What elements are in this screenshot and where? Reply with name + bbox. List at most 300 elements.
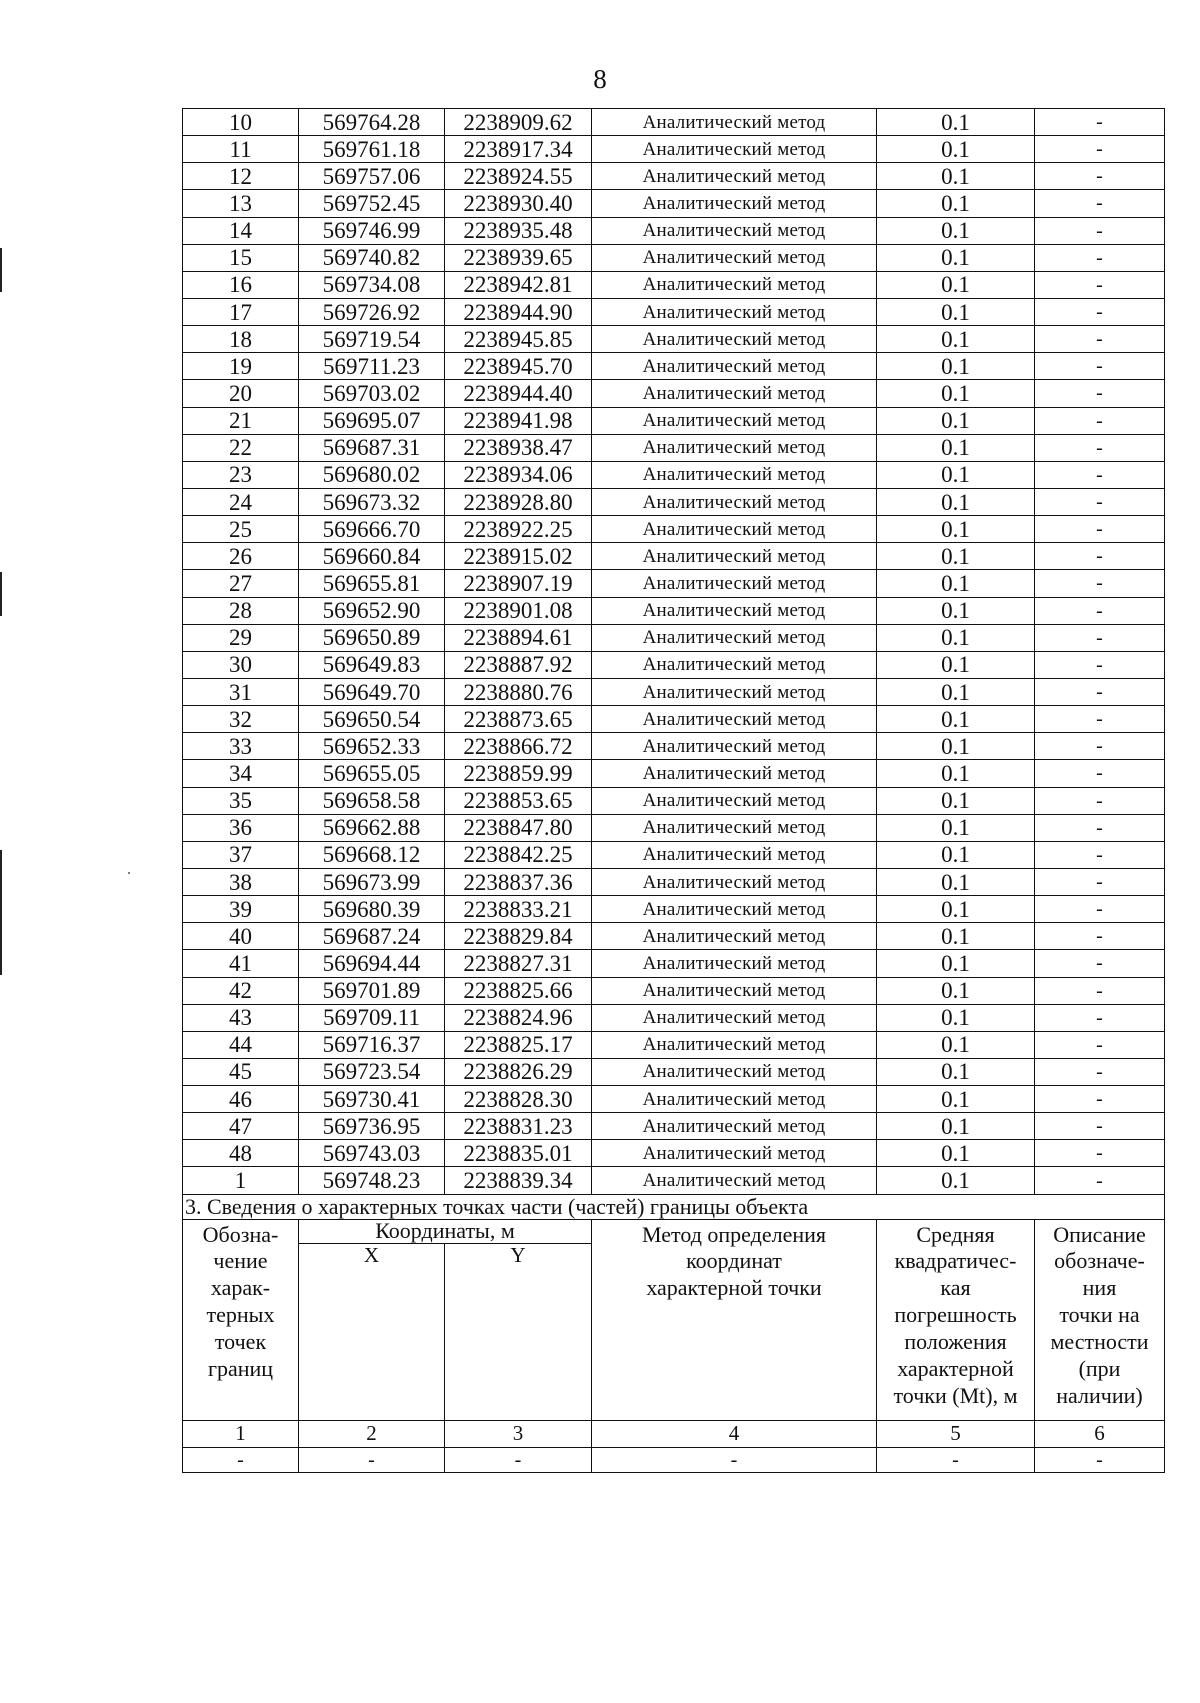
method-cell: Аналитический метод (592, 733, 877, 760)
point-number-cell: 12 (183, 163, 299, 190)
method-cell: Аналитический метод (592, 1113, 877, 1140)
empty-data-row (183, 1447, 1165, 1472)
y-coordinate-cell: 2238847.80 (445, 814, 592, 841)
method-cell: Аналитический метод (592, 136, 877, 163)
description-cell: - (1035, 163, 1165, 190)
table-row (183, 1004, 1165, 1031)
y-coordinate-cell: 2238880.76 (445, 678, 592, 705)
x-coordinate-cell: 569649.83 (299, 651, 445, 678)
method-cell: Аналитический метод (592, 380, 877, 407)
method-cell: Аналитический метод (592, 706, 877, 733)
scan-margin-mark (0, 850, 2, 975)
x-coordinate-cell: 569736.95 (299, 1113, 445, 1140)
mt-cell: 0.1 (877, 651, 1035, 678)
method-cell: Аналитический метод (592, 271, 877, 298)
y-coordinate-cell: 2238831.23 (445, 1113, 592, 1140)
header-y: Y (445, 1243, 592, 1420)
table-row (183, 841, 1165, 868)
method-cell: Аналитический метод (592, 1167, 877, 1194)
x-coordinate-cell: 569730.41 (299, 1086, 445, 1113)
point-number-cell: 37 (183, 841, 299, 868)
description-cell: - (1035, 380, 1165, 407)
x-coordinate-cell: 569711.23 (299, 353, 445, 380)
mt-cell: 0.1 (877, 570, 1035, 597)
table-row (183, 326, 1165, 353)
method-cell: Аналитический метод (592, 488, 877, 515)
point-number-cell: 41 (183, 950, 299, 977)
point-number-cell: 38 (183, 868, 299, 895)
point-number-cell: 43 (183, 1004, 299, 1031)
boundary-points-table (182, 108, 1165, 1473)
table-row (183, 271, 1165, 298)
table-row (183, 678, 1165, 705)
table-row (183, 597, 1165, 624)
table-row (183, 298, 1165, 325)
y-coordinate-cell: 2238928.80 (445, 488, 592, 515)
x-coordinate-cell: 569662.88 (299, 814, 445, 841)
point-number-cell: 44 (183, 1031, 299, 1058)
mt-cell: 0.1 (877, 896, 1035, 923)
x-coordinate-cell: 569650.89 (299, 624, 445, 651)
mt-cell: 0.1 (877, 1113, 1035, 1140)
point-number-cell: 34 (183, 760, 299, 787)
description-cell: - (1035, 1167, 1165, 1194)
page-number: 8 (593, 64, 607, 94)
description-cell: - (1035, 136, 1165, 163)
table-body (183, 109, 1165, 1195)
y-coordinate-cell: 2238894.61 (445, 624, 592, 651)
column-number: 6 (1035, 1420, 1165, 1447)
mt-cell: 0.1 (877, 353, 1035, 380)
point-number-cell: 46 (183, 1086, 299, 1113)
method-cell: Аналитический метод (592, 109, 877, 136)
y-coordinate-cell: 2238859.99 (445, 760, 592, 787)
x-coordinate-cell: 569743.03 (299, 1140, 445, 1167)
point-number-cell: 20 (183, 380, 299, 407)
y-coordinate-cell: 2238944.90 (445, 298, 592, 325)
description-cell: - (1035, 787, 1165, 814)
y-coordinate-cell: 2238873.65 (445, 706, 592, 733)
column-number: 1 (183, 1420, 299, 1447)
method-cell: Аналитический метод (592, 950, 877, 977)
description-cell: - (1035, 868, 1165, 895)
method-cell: Аналитический метод (592, 624, 877, 651)
y-coordinate-cell: 2238924.55 (445, 163, 592, 190)
x-coordinate-cell: 569655.81 (299, 570, 445, 597)
x-coordinate-cell: 569687.31 (299, 434, 445, 461)
y-coordinate-cell: 2238939.65 (445, 244, 592, 271)
table-row (183, 136, 1165, 163)
point-number-cell: 26 (183, 543, 299, 570)
x-coordinate-cell: 569673.99 (299, 868, 445, 895)
mt-cell: 0.1 (877, 760, 1035, 787)
mt-cell: 0.1 (877, 434, 1035, 461)
point-number-cell: 22 (183, 434, 299, 461)
point-number-cell: 10 (183, 109, 299, 136)
method-cell: Аналитический метод (592, 516, 877, 543)
point-number-cell: 36 (183, 814, 299, 841)
x-coordinate-cell: 569660.84 (299, 543, 445, 570)
mt-cell: 0.1 (877, 326, 1035, 353)
point-number-cell: 28 (183, 597, 299, 624)
description-cell: - (1035, 244, 1165, 271)
method-cell: Аналитический метод (592, 1086, 877, 1113)
mt-cell: 0.1 (877, 1058, 1035, 1085)
point-number-cell: 17 (183, 298, 299, 325)
y-coordinate-cell: 2238825.17 (445, 1031, 592, 1058)
table-row (183, 624, 1165, 651)
method-cell: Аналитический метод (592, 298, 877, 325)
column-numbers-row (183, 1420, 1165, 1447)
empty-cell: - (183, 1447, 299, 1472)
description-cell: - (1035, 461, 1165, 488)
x-coordinate-cell: 569719.54 (299, 326, 445, 353)
x-coordinate-cell: 569761.18 (299, 136, 445, 163)
description-cell: - (1035, 923, 1165, 950)
y-coordinate-cell: 2238934.06 (445, 461, 592, 488)
method-cell: Аналитический метод (592, 923, 877, 950)
method-cell: Аналитический метод (592, 868, 877, 895)
description-cell: - (1035, 570, 1165, 597)
table-row (183, 950, 1165, 977)
table-row (183, 434, 1165, 461)
method-cell: Аналитический метод (592, 407, 877, 434)
point-number-cell: 27 (183, 570, 299, 597)
y-coordinate-cell: 2238930.40 (445, 190, 592, 217)
table-row (183, 461, 1165, 488)
y-coordinate-cell: 2238915.02 (445, 543, 592, 570)
description-cell: - (1035, 1113, 1165, 1140)
method-cell: Аналитический метод (592, 353, 877, 380)
description-cell: - (1035, 977, 1165, 1004)
y-coordinate-cell: 2238901.08 (445, 597, 592, 624)
method-cell: Аналитический метод (592, 760, 877, 787)
method-cell: Аналитический метод (592, 217, 877, 244)
point-number-cell: 1 (183, 1167, 299, 1194)
point-number-cell: 35 (183, 787, 299, 814)
mt-cell: 0.1 (877, 516, 1035, 543)
x-coordinate-cell: 569746.99 (299, 217, 445, 244)
description-cell: - (1035, 624, 1165, 651)
x-coordinate-cell: 569748.23 (299, 1167, 445, 1194)
table-row (183, 923, 1165, 950)
table-row (183, 353, 1165, 380)
mt-cell: 0.1 (877, 841, 1035, 868)
description-cell: - (1035, 760, 1165, 787)
mt-cell: 0.1 (877, 1167, 1035, 1194)
description-cell: - (1035, 109, 1165, 136)
header-point-description: Описание обозначе- ния точки на местности (при наличии) (1035, 1219, 1165, 1420)
table-row (183, 217, 1165, 244)
description-cell: - (1035, 733, 1165, 760)
table-row (183, 1086, 1165, 1113)
table-row (183, 380, 1165, 407)
point-number-cell: 48 (183, 1140, 299, 1167)
description-cell: - (1035, 353, 1165, 380)
x-coordinate-cell: 569695.07 (299, 407, 445, 434)
y-coordinate-cell: 2238917.34 (445, 136, 592, 163)
y-coordinate-cell: 2238866.72 (445, 733, 592, 760)
x-coordinate-cell: 569680.39 (299, 896, 445, 923)
point-number-cell: 33 (183, 733, 299, 760)
y-coordinate-cell: 2238829.84 (445, 923, 592, 950)
table-row (183, 190, 1165, 217)
mt-cell: 0.1 (877, 407, 1035, 434)
mt-cell: 0.1 (877, 624, 1035, 651)
table-row (183, 488, 1165, 515)
description-cell: - (1035, 190, 1165, 217)
table-row (183, 896, 1165, 923)
description-cell: - (1035, 217, 1165, 244)
mt-cell: 0.1 (877, 706, 1035, 733)
x-coordinate-cell: 569701.89 (299, 977, 445, 1004)
method-cell: Аналитический метод (592, 326, 877, 353)
point-number-cell: 42 (183, 977, 299, 1004)
point-number-cell: 23 (183, 461, 299, 488)
y-coordinate-cell: 2238853.65 (445, 787, 592, 814)
table-row (183, 977, 1165, 1004)
point-number-cell: 30 (183, 651, 299, 678)
method-cell: Аналитический метод (592, 814, 877, 841)
scan-margin-mark (0, 572, 2, 616)
table-row (183, 1140, 1165, 1167)
y-coordinate-cell: 2238839.34 (445, 1167, 592, 1194)
y-coordinate-cell: 2238909.62 (445, 109, 592, 136)
method-cell: Аналитический метод (592, 651, 877, 678)
mt-cell: 0.1 (877, 488, 1035, 515)
y-coordinate-cell: 2238825.66 (445, 977, 592, 1004)
method-cell: Аналитический метод (592, 543, 877, 570)
point-number-cell: 11 (183, 136, 299, 163)
empty-cell: - (445, 1447, 592, 1472)
point-number-cell: 21 (183, 407, 299, 434)
x-coordinate-cell: 569650.54 (299, 706, 445, 733)
description-cell: - (1035, 1031, 1165, 1058)
x-coordinate-cell: 569666.70 (299, 516, 445, 543)
mt-cell: 0.1 (877, 787, 1035, 814)
method-cell: Аналитический метод (592, 1140, 877, 1167)
column-number: 2 (299, 1420, 445, 1447)
header-x: X (299, 1243, 445, 1420)
method-cell: Аналитический метод (592, 1004, 877, 1031)
method-cell: Аналитический метод (592, 163, 877, 190)
mt-cell: 0.1 (877, 977, 1035, 1004)
x-coordinate-cell: 569652.90 (299, 597, 445, 624)
description-cell: - (1035, 706, 1165, 733)
empty-cell: - (877, 1447, 1035, 1472)
method-cell: Аналитический метод (592, 1058, 877, 1085)
y-coordinate-cell: 2238907.19 (445, 570, 592, 597)
section-3 (183, 1194, 1165, 1472)
table-row (183, 651, 1165, 678)
description-cell: - (1035, 271, 1165, 298)
table-row (183, 244, 1165, 271)
point-number-cell: 16 (183, 271, 299, 298)
point-number-cell: 15 (183, 244, 299, 271)
description-cell: - (1035, 841, 1165, 868)
column-number: 4 (592, 1420, 877, 1447)
description-cell: - (1035, 1004, 1165, 1031)
description-cell: - (1035, 298, 1165, 325)
method-cell: Аналитический метод (592, 678, 877, 705)
table-row (183, 570, 1165, 597)
point-number-cell: 29 (183, 624, 299, 651)
y-coordinate-cell: 2238938.47 (445, 434, 592, 461)
description-cell: - (1035, 488, 1165, 515)
x-coordinate-cell: 569703.02 (299, 380, 445, 407)
method-cell: Аналитический метод (592, 244, 877, 271)
description-cell: - (1035, 950, 1165, 977)
y-coordinate-cell: 2238944.40 (445, 380, 592, 407)
x-coordinate-cell: 569709.11 (299, 1004, 445, 1031)
point-number-cell: 31 (183, 678, 299, 705)
point-number-cell: 40 (183, 923, 299, 950)
description-cell: - (1035, 1086, 1165, 1113)
y-coordinate-cell: 2238828.30 (445, 1086, 592, 1113)
description-cell: - (1035, 1058, 1165, 1085)
empty-cell: - (299, 1447, 445, 1472)
mt-cell: 0.1 (877, 678, 1035, 705)
table-row (183, 1167, 1165, 1194)
table-row (183, 516, 1165, 543)
table-row (183, 407, 1165, 434)
table-row (183, 814, 1165, 841)
x-coordinate-cell: 569668.12 (299, 841, 445, 868)
mt-cell: 0.1 (877, 1031, 1035, 1058)
x-coordinate-cell: 569752.45 (299, 190, 445, 217)
method-cell: Аналитический метод (592, 841, 877, 868)
mt-cell: 0.1 (877, 271, 1035, 298)
x-coordinate-cell: 569658.58 (299, 787, 445, 814)
x-coordinate-cell: 569649.70 (299, 678, 445, 705)
y-coordinate-cell: 2238945.85 (445, 326, 592, 353)
mt-cell: 0.1 (877, 298, 1035, 325)
mt-cell: 0.1 (877, 380, 1035, 407)
x-coordinate-cell: 569680.02 (299, 461, 445, 488)
mt-cell: 0.1 (877, 950, 1035, 977)
empty-cell: - (592, 1447, 877, 1472)
table-row (183, 543, 1165, 570)
mt-cell: 0.1 (877, 461, 1035, 488)
y-coordinate-cell: 2238827.31 (445, 950, 592, 977)
x-coordinate-cell: 569716.37 (299, 1031, 445, 1058)
scan-speck (128, 872, 130, 874)
method-cell: Аналитический метод (592, 190, 877, 217)
y-coordinate-cell: 2238835.01 (445, 1140, 592, 1167)
mt-cell: 0.1 (877, 217, 1035, 244)
description-cell: - (1035, 407, 1165, 434)
method-cell: Аналитический метод (592, 570, 877, 597)
x-coordinate-cell: 569757.06 (299, 163, 445, 190)
mt-cell: 0.1 (877, 109, 1035, 136)
table-row (183, 109, 1165, 136)
y-coordinate-cell: 2238833.21 (445, 896, 592, 923)
y-coordinate-cell: 2238942.81 (445, 271, 592, 298)
y-coordinate-cell: 2238922.25 (445, 516, 592, 543)
x-coordinate-cell: 569655.05 (299, 760, 445, 787)
description-cell: - (1035, 597, 1165, 624)
mt-cell: 0.1 (877, 923, 1035, 950)
table-row (183, 1058, 1165, 1085)
x-coordinate-cell: 569652.33 (299, 733, 445, 760)
mt-cell: 0.1 (877, 733, 1035, 760)
point-number-cell: 45 (183, 1058, 299, 1085)
description-cell: - (1035, 678, 1165, 705)
description-cell: - (1035, 896, 1165, 923)
description-cell: - (1035, 326, 1165, 353)
mt-cell: 0.1 (877, 597, 1035, 624)
y-coordinate-cell: 2238842.25 (445, 841, 592, 868)
point-number-cell: 14 (183, 217, 299, 244)
description-cell: - (1035, 1140, 1165, 1167)
x-coordinate-cell: 569687.24 (299, 923, 445, 950)
point-number-cell: 13 (183, 190, 299, 217)
description-cell: - (1035, 814, 1165, 841)
method-cell: Аналитический метод (592, 434, 877, 461)
header-point-designation: Обозна- чение харак- терных точек границ (183, 1219, 299, 1420)
y-coordinate-cell: 2238935.48 (445, 217, 592, 244)
x-coordinate-cell: 569673.32 (299, 488, 445, 515)
x-coordinate-cell: 569764.28 (299, 109, 445, 136)
method-cell: Аналитический метод (592, 461, 877, 488)
mt-cell: 0.1 (877, 814, 1035, 841)
description-cell: - (1035, 651, 1165, 678)
mt-cell: 0.1 (877, 1140, 1035, 1167)
header-coordinates: Координаты, м (299, 1219, 592, 1243)
mt-cell: 0.1 (877, 1086, 1035, 1113)
description-cell: - (1035, 543, 1165, 570)
x-coordinate-cell: 569726.92 (299, 298, 445, 325)
mt-cell: 0.1 (877, 543, 1035, 570)
point-number-cell: 32 (183, 706, 299, 733)
point-number-cell: 18 (183, 326, 299, 353)
header-method: Метод определения координат характерной точки (592, 1219, 877, 1420)
table-row (183, 706, 1165, 733)
empty-cell: - (1035, 1447, 1165, 1472)
point-number-cell: 19 (183, 353, 299, 380)
mt-cell: 0.1 (877, 163, 1035, 190)
table-row (183, 1031, 1165, 1058)
method-cell: Аналитический метод (592, 896, 877, 923)
y-coordinate-cell: 2238826.29 (445, 1058, 592, 1085)
table-row (183, 787, 1165, 814)
scan-margin-mark (0, 248, 2, 292)
x-coordinate-cell: 569723.54 (299, 1058, 445, 1085)
y-coordinate-cell: 2238945.70 (445, 353, 592, 380)
point-number-cell: 39 (183, 896, 299, 923)
mt-cell: 0.1 (877, 1004, 1035, 1031)
y-coordinate-cell: 2238824.96 (445, 1004, 592, 1031)
table-row (183, 163, 1165, 190)
y-coordinate-cell: 2238941.98 (445, 407, 592, 434)
point-number-cell: 47 (183, 1113, 299, 1140)
y-coordinate-cell: 2238837.36 (445, 868, 592, 895)
x-coordinate-cell: 569734.08 (299, 271, 445, 298)
column-number: 5 (877, 1420, 1035, 1447)
column-number: 3 (445, 1420, 592, 1447)
method-cell: Аналитический метод (592, 1031, 877, 1058)
y-coordinate-cell: 2238887.92 (445, 651, 592, 678)
mt-cell: 0.1 (877, 868, 1035, 895)
point-number-cell: 24 (183, 488, 299, 515)
description-cell: - (1035, 516, 1165, 543)
description-cell: - (1035, 434, 1165, 461)
table-row (183, 1113, 1165, 1140)
header-mean-square-error: Средняя квадратичес- кая погрешность положения характерной точки (Mt), м (877, 1219, 1035, 1420)
table-row (183, 868, 1165, 895)
mt-cell: 0.1 (877, 244, 1035, 271)
method-cell: Аналитический метод (592, 597, 877, 624)
